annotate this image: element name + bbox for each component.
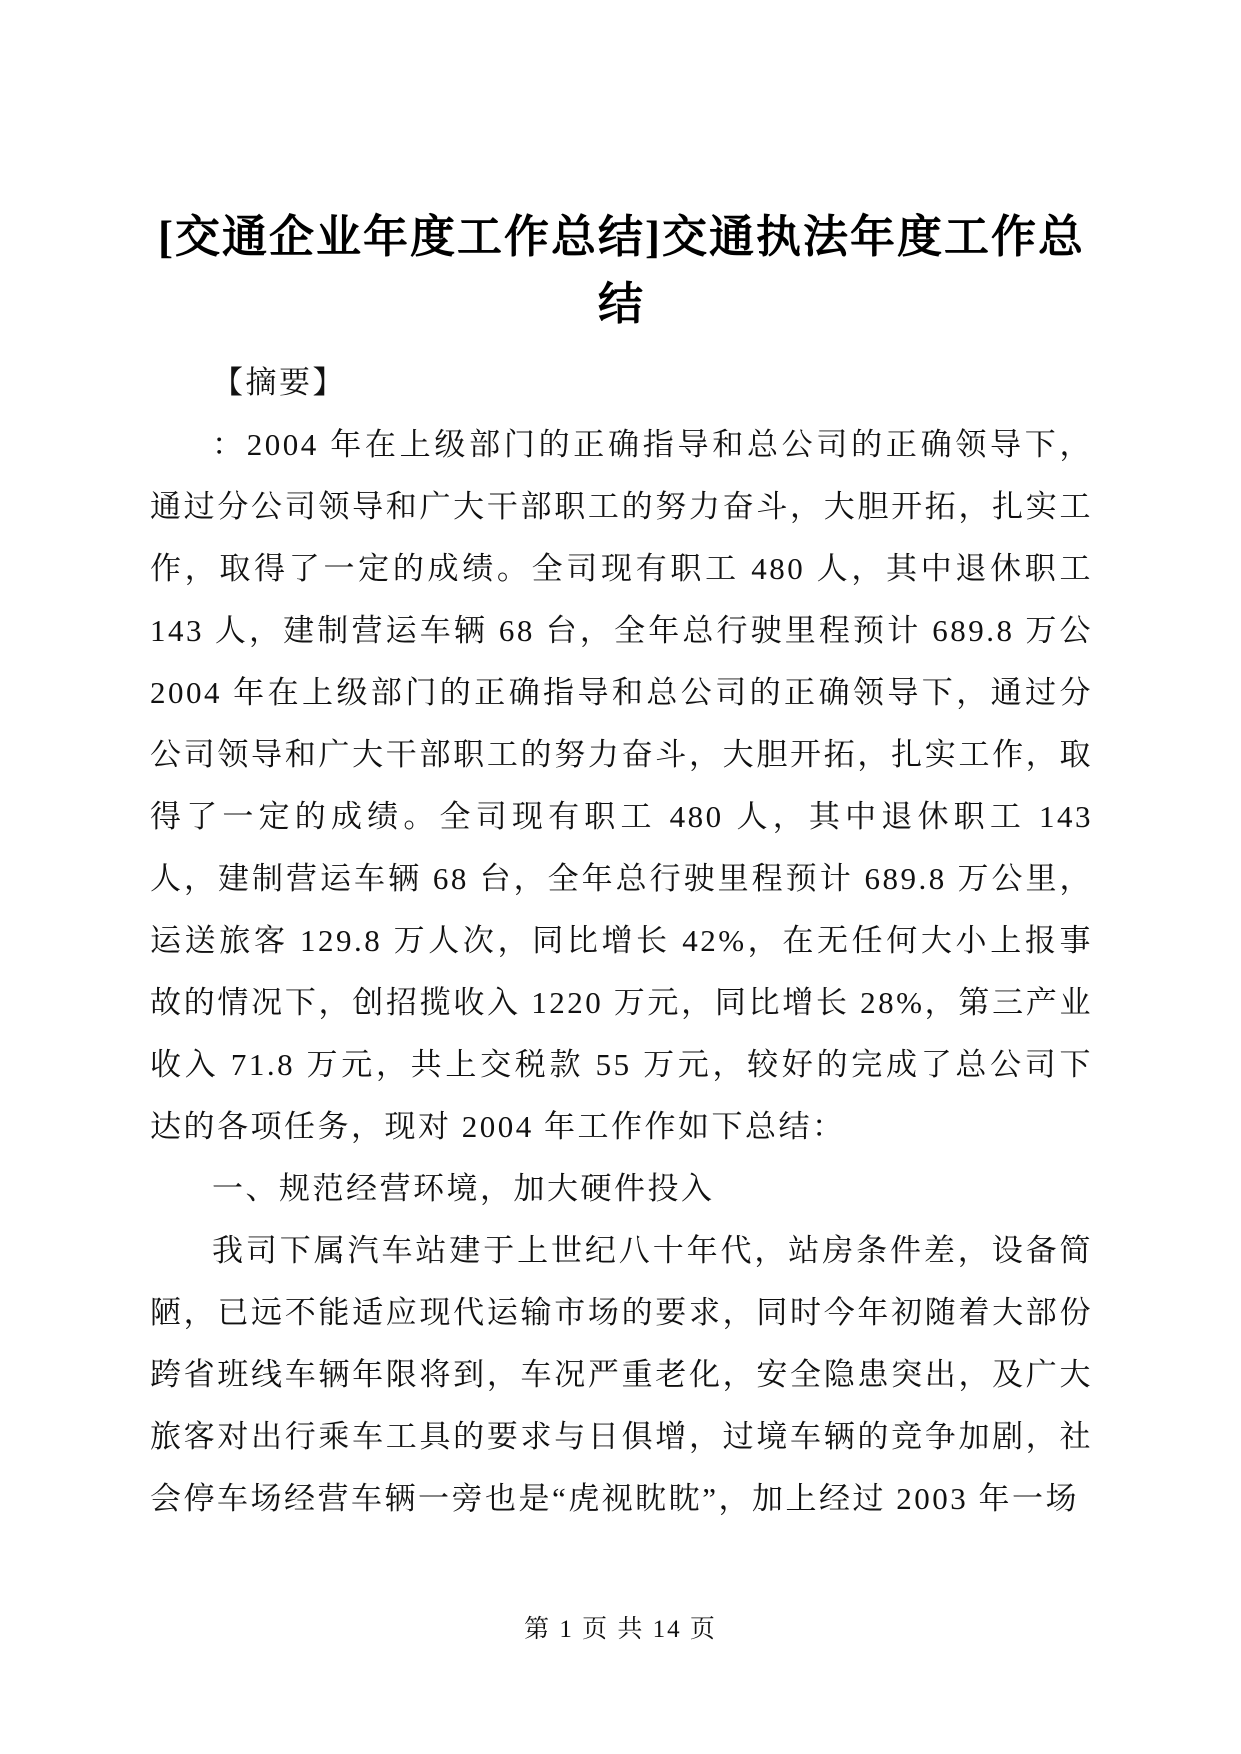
- body-paragraph: 一、规范经营环境，加大硬件投入: [212, 1171, 715, 1206]
- body-paragraphs: [150, 414, 1093, 1530]
- document-body: [150, 352, 1093, 1530]
- page-number-footer: 第 1 页 共 14 页: [524, 1616, 717, 1643]
- document-title: [交通企业年度工作总结]交通执法年度工作总结: [158, 212, 1085, 329]
- body-paragraph: 我司下属汽车站建于上世纪八十年代，站房条件差，设备简陋，已远不能适应现代运输市场的要求，同时今年初随着大部份跨省班线车辆年限将到，车况严重老化，安全隐患突出，及广大旅客对出行乘车工具的要求与日俱增，过境车辆的竞争加剧，社会停车场经营车辆一旁也是“虎视眈眈”，加上经过 2003 年一场: [150, 1233, 1093, 1516]
- body-paragraph: ：2004 年在上级部门的正确指导和总公司的正确领导下，通过分公司领导和广大干部职工的努力奋斗，大胆开拓，扎实工作，取得了一定的成绩。全司现有职工 480 人，其中退休职工 143 人，建制营运车辆 68 台，全年总行驶里程预计 689.8 万公 2004 年在上级部门的正确指导和总公司的正确领导下，通过分公司领导和广大干部职工的努力奋斗，大胆开拓，扎实工作，取得了一定的成绩。全司现有职工 480 人，其中退休职工 143 人，建制营运车辆 68 台，全年总行驶里程预计 689.8 万公里，运送旅客 129.8 万人次，同比增长 42%，在无任何大小上报事故的情况下，创招揽收入 1220 万元，同比增长 28%，第三产业收入 71.8 万元，共上交税款 55 万元，较好的完成了总公司下达的各项任务，现对 2004 年工作作如下总结：: [150, 427, 1093, 1144]
- abstract-label: 【摘要】: [212, 365, 346, 400]
